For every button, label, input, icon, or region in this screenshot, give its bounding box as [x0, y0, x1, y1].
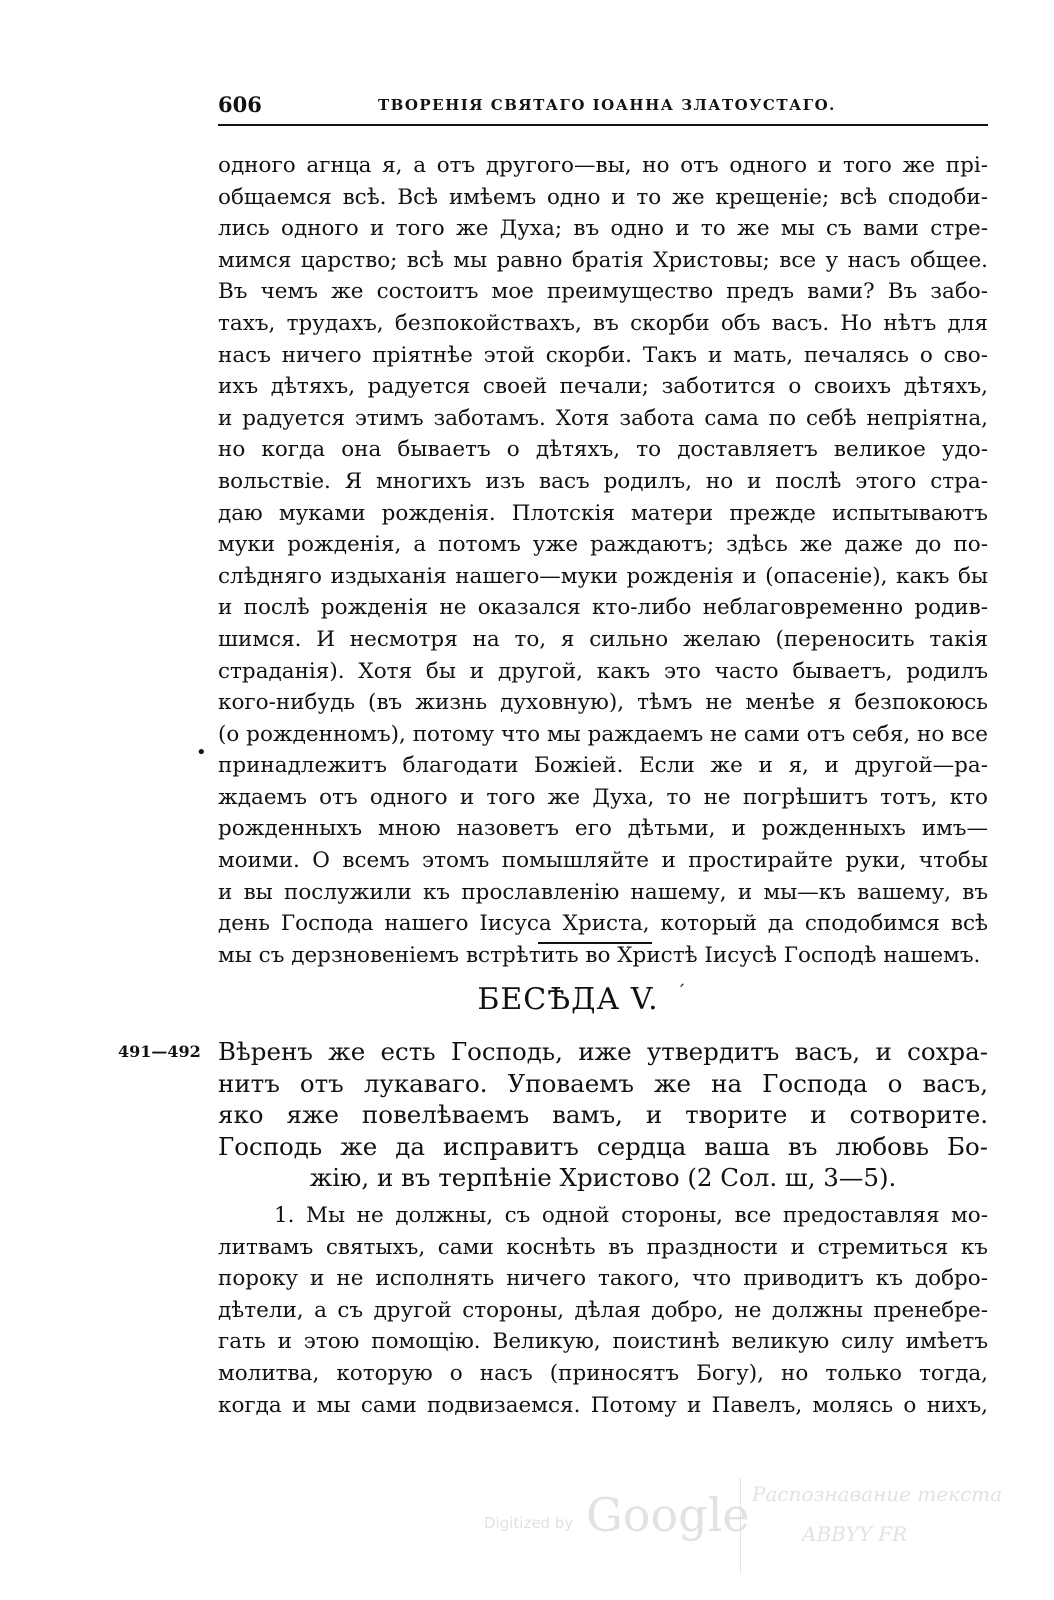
- body-line: тахъ, трудахъ, безпокойствахъ, въ скорби объ васъ. Но нѣтъ для: [218, 310, 988, 336]
- commentary-line: гать и этою помощію. Великую, поистинѣ великую силу имѣетъ: [218, 1329, 988, 1355]
- scripture-line: Господь же да исправитъ сердца ваша въ любовь Бо-: [218, 1131, 988, 1161]
- body-line: шимся. И несмотря на то, я сильно желаю (переносить такія: [218, 626, 988, 652]
- body-line: кого-нибудь (въ жизнь духовную), тѣмъ не менѣе я безпокоюсь: [218, 690, 988, 716]
- watermark-ocr-line: Распознавание текста: [752, 1482, 1003, 1506]
- section-mark: ´: [676, 982, 687, 1003]
- body-line: лись одного и того же Духа; въ одно и то же мы съ вами стре-: [218, 216, 988, 242]
- body-line: ихъ дѣтяхъ, радуется своей печали; заботится о своихъ дѣтяхъ,: [218, 374, 988, 400]
- verse-reference: 491—492: [118, 1042, 201, 1061]
- body-line: одного агнца я, а отъ другого—вы, но отъ одного и того же прі-: [218, 153, 988, 178]
- commentary-line: молитва, которую о насъ (приносятъ Богу), но только тогда,: [218, 1360, 988, 1386]
- watermark-divider: [740, 1478, 741, 1573]
- watermark-digitized-text: Digitized by: [484, 1514, 574, 1532]
- body-paragraph: [218, 150, 988, 971]
- scripture-passage: [218, 1036, 988, 1194]
- scripture-line: Вѣренъ же есть Господь, иже утвердитъ васъ, и сохра-: [218, 1037, 988, 1066]
- commentary-line: дѣтели, а съ другой стороны, дѣлая добро, не должны пренебре-: [218, 1297, 988, 1323]
- body-line: слѣдняго издыханія нашего—муки рожденія и (опасеніе), какъ бы: [218, 563, 988, 589]
- section-title-text: БЕСѢДА V.: [477, 982, 659, 1017]
- commentary-line: литвамъ святыхъ, сами коснѣть въ праздности и стремиться къ: [218, 1234, 988, 1260]
- commentary-line: когда и мы сами подвизаемся. Потому и Павелъ, молясь о нихъ,: [218, 1392, 988, 1418]
- body-line: моими. О всемъ этомъ помышляйте и простирайте руки, чтобы: [218, 848, 988, 874]
- body-line: даю муками рожденія. Плотскія матери прежде испытываютъ: [218, 500, 988, 526]
- running-title: ТВОРЕНІЯ СВЯТАГО ІОАННА ЗЛАТОУСТАГО.: [378, 96, 836, 114]
- body-line: Въ чемъ же состоитъ мое преимущество предъ вами? Въ забо-: [218, 279, 988, 305]
- page-header: [218, 90, 988, 126]
- body-line: страданія). Хотя бы и другой, какъ это часто бываетъ, родилъ: [218, 658, 988, 684]
- digitization-watermark: [478, 1470, 1018, 1580]
- scripture-line: нитъ отъ лукаваго. Уповаемъ же на Господа о васъ,: [218, 1068, 988, 1098]
- body-line: но когда она бываетъ о дѣтяхъ, то доставляетъ великое удо-: [218, 437, 988, 463]
- body-line: принадлежитъ благодати Божіей. Если же и я, и другой—ра-: [218, 753, 988, 779]
- body-line: муки рожденія, а потомъ уже раждаютъ; здѣсь же даже до по-: [218, 532, 988, 558]
- scripture-line: жію, и въ терпѣніе Христово (2 Сол. ш, 3—5).: [309, 1163, 897, 1192]
- body-line: и послѣ рожденія не оказался кто-либо неблаговременно родив-: [218, 595, 988, 621]
- scripture-line: яко яже повелѣваемъ вамъ, и творите и сотворите.: [218, 1100, 988, 1129]
- page-number: 606: [218, 92, 262, 117]
- watermark-ocr-line: ABBYY FR: [802, 1522, 908, 1546]
- body-line: день Господа нашего Іисуса Христа, который да сподобимся всѣ: [218, 911, 988, 937]
- body-line: рожденныхъ мною назоветъ его дѣтьми, и рожденныхъ имъ—: [218, 816, 988, 842]
- body-line: мимся царство; всѣ мы равно братія Христовы; все у насъ общее.: [218, 247, 988, 273]
- body-line: общаемся всѣ. Всѣ имѣемъ одно и то же крещеніе; всѣ сподоби-: [218, 184, 988, 210]
- section-title: [0, 982, 1054, 1017]
- body-line: и вы послужили къ прославленію нашему, и мы—къ вашему, въ: [218, 879, 988, 905]
- commentary-line: 1. Мы не должны, съ одной стороны, все предоставляя мо-: [274, 1203, 988, 1228]
- commentary-line: пороку и не исполнять ничего такого, что приводитъ къ добро-: [218, 1266, 988, 1292]
- watermark-brand: Google: [586, 1488, 750, 1542]
- body-line: и радуется этимъ заботамъ. Хотя забота сама по себѣ непріятна,: [218, 405, 988, 431]
- margin-mark: •: [196, 742, 207, 763]
- body-line: вольствіе. Я многихъ изъ васъ родилъ, но и послѣ этого стра-: [218, 468, 988, 494]
- body-line: (о рожденномъ), потому что мы раждаемъ не сами отъ себя, но все: [218, 721, 988, 747]
- body-line: мы съ дерзновеніемъ встрѣтить во Христѣ Іисусѣ Господѣ нашемъ.: [218, 942, 981, 968]
- section-divider: [538, 942, 652, 944]
- body-line: насъ ничего пріятнѣе этой скорби. Такъ и мать, печалясь о сво-: [218, 342, 988, 368]
- commentary-paragraph: [218, 1200, 988, 1421]
- body-line: ждаемъ отъ одного и того же Духа, то не погрѣшитъ тотъ, кто: [218, 784, 988, 810]
